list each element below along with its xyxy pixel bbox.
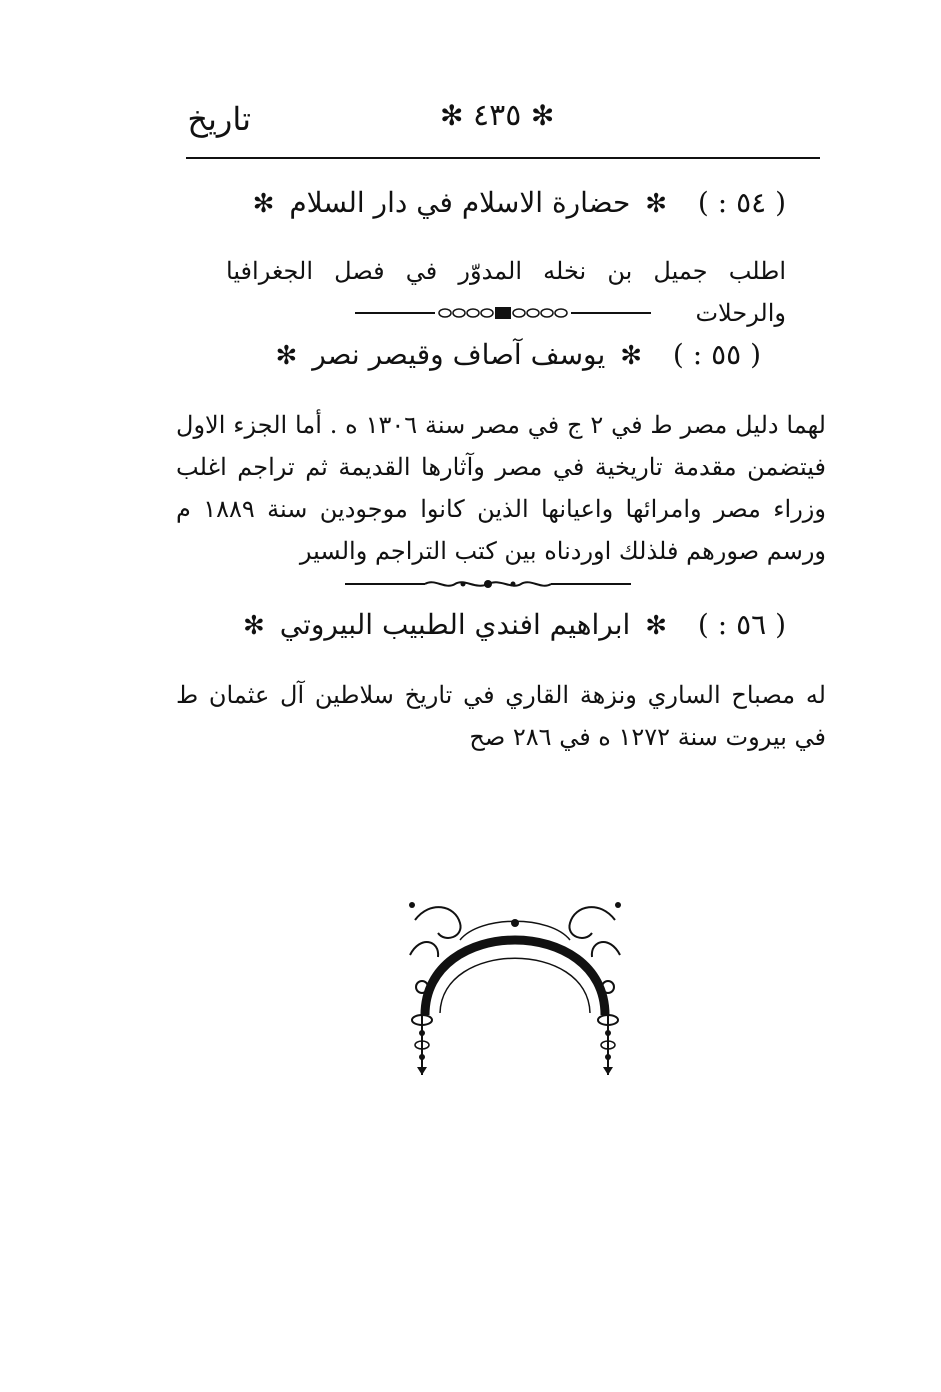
flower-ornament-icon: ✻ (275, 341, 298, 371)
entry-number: ( ٥٤ : ) (697, 186, 786, 219)
entry-name: ابراهيم افندي الطبيب البيروتي (279, 608, 631, 641)
entry-name: حضارة الاسلام في دار السلام (289, 186, 631, 219)
flower-ornament-icon: ✻ (530, 99, 555, 132)
entry-name: يوسف آصاف وقيصر نصر (312, 338, 606, 371)
entry-heading (247, 186, 786, 219)
entry-text: له مصباح الساري ونزهة القاري في تاريخ سلاطين آل عثمان ط في بيروت سنة ١٢٧٢ ه في ٢٨٦ صح (176, 681, 826, 751)
entry-heading (269, 338, 761, 371)
ornamental-divider-icon (345, 576, 631, 592)
flower-ornament-icon: ✻ (440, 99, 464, 132)
entry-heading (237, 608, 786, 641)
arch-tailpiece-icon (400, 895, 630, 1085)
flower-ornament-icon: ✻ (252, 189, 275, 219)
flower-ornament-icon: ✻ (620, 341, 643, 371)
entry-number: ( ٥٥ : ) (672, 338, 761, 371)
flower-ornament-icon: ✻ (243, 611, 265, 641)
flower-ornament-icon: ✻ (645, 189, 668, 219)
entry-text: اطلب جميل بن نخله المدوّر في فصل الجغرافيا والرحلات (226, 257, 786, 327)
running-title: تاريخ (187, 100, 251, 138)
page-number (440, 98, 554, 133)
flower-ornament-icon: ✻ (645, 611, 668, 641)
header-rule (186, 157, 820, 159)
page-number-value: ٤٣٥ (473, 98, 522, 133)
ornamental-divider-icon (355, 306, 651, 320)
entry-text: لهما دليل مصر ط في ٢ ج في مصر سنة ١٣٠٦ ه . أما الجزء الاول فيتضمن مقدمة تاريخية في مصر وآثارها القديمة ثم تراجم اغلب وزراء مصر وامرائها واعيانها الذين كانوا موجودين سنة ١٨٨٩ م ورسم صورهم فلذلك اوردناه بين كتب التراجم والسير (176, 411, 826, 565)
entry-number: ( ٥٦ : ) (697, 608, 786, 641)
